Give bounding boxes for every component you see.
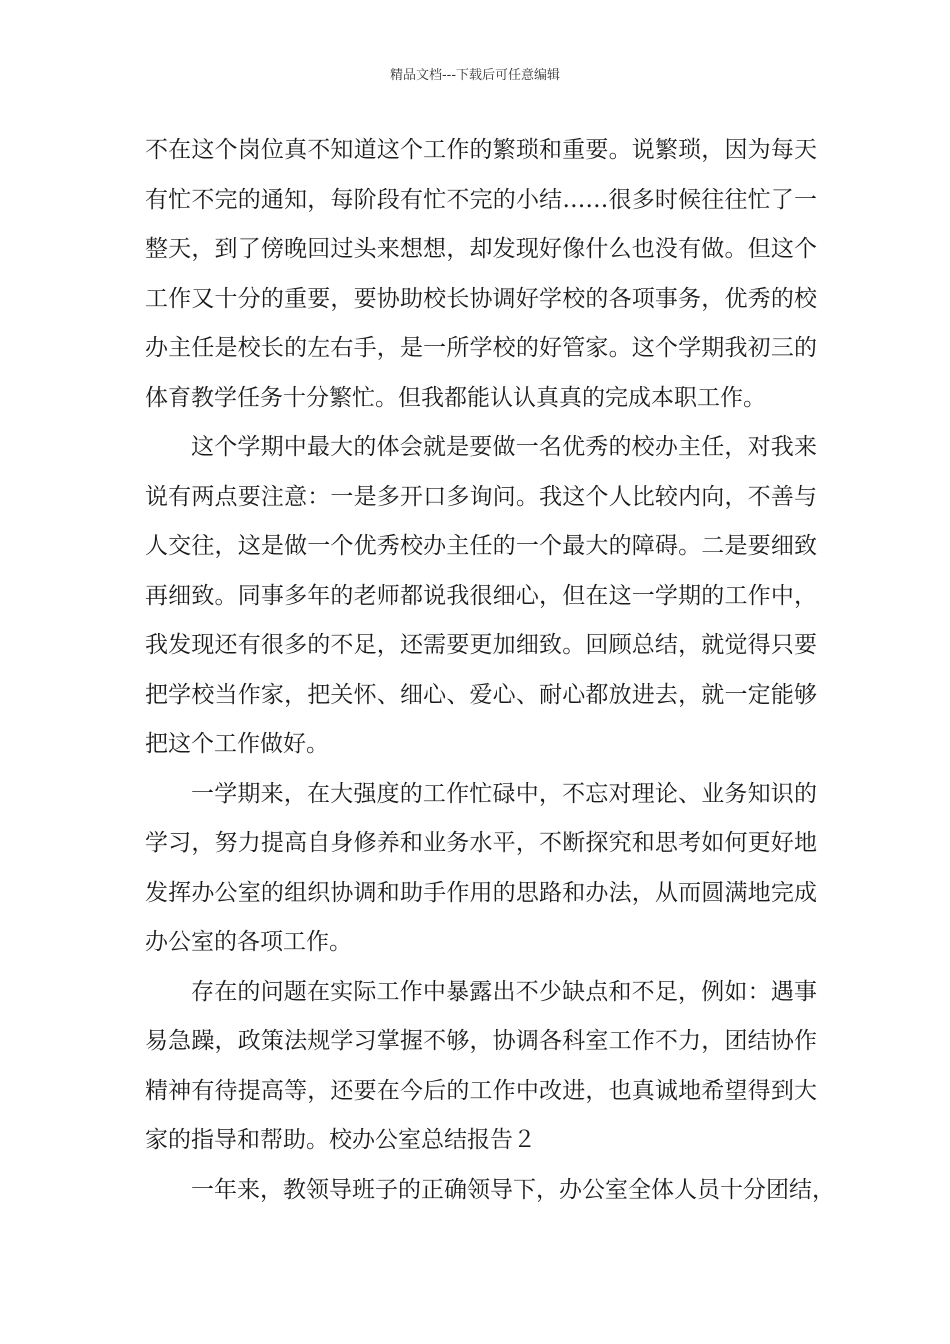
text-line: 工作又十分的重要，要协助校长协调好学校的各项事务，优秀的校	[145, 285, 817, 312]
text-line: 精神有待提高等，还要在今后的工作中改进，也真诚地希望得到大	[145, 1077, 817, 1104]
text-line: 易急躁，政策法规学习掌握不够，协调各科室工作不力，团结协作	[145, 1028, 817, 1054]
paragraph	[145, 968, 817, 1166]
text-line: 不在这个岗位真不知道这个工作的繁琐和重要。说繁琐，因为每天	[145, 137, 817, 163]
paragraph	[145, 423, 817, 770]
text-line: 学习，努力提高自身修养和业务水平，不断探究和思考如何更好地	[145, 830, 817, 856]
text-line: 整天，到了傍晚回过头来想想，却发现好像什么也没有做。但这个	[145, 236, 817, 262]
text-line: 存在的问题在实际工作中暴露出不少缺点和不足，例如：遇事	[191, 978, 817, 1005]
document-body	[145, 126, 835, 1215]
text-line: 一学期来，在大强度的工作忙碌中，不忘对理论、业务知识的	[191, 780, 817, 807]
text-line: 家的指导和帮助。校办公室总结报告２	[145, 1127, 536, 1153]
text-line: 说有两点要注意：一是多开口多询问。我这个人比较内向，不善与	[145, 483, 817, 510]
text-line: 办公室的各项工作。	[145, 929, 352, 955]
text-line: 我发现还有很多的不足，还需要更加细致。回顾总结，就觉得只要	[145, 632, 817, 658]
paragraph	[145, 1166, 835, 1216]
paragraph	[145, 126, 817, 423]
text-line: 一年来，教领导班子的正确领导下，办公室全体人员十分团结，	[191, 1176, 835, 1203]
text-line: 把学校当作家，把关怀、细心、爱心、耐心都放进去，就一定能够	[145, 681, 817, 708]
paragraph	[145, 770, 817, 968]
text-line: 这个学期中最大的体会就是要做一名优秀的校办主任，对我来	[191, 434, 817, 460]
text-line: 发挥办公室的组织协调和助手作用的思路和办法，从而圆满地完成	[145, 879, 817, 906]
text-line: 人交往，这是做一个优秀校办主任的一个最大的障碍。二是要细致	[145, 533, 817, 559]
text-line: 把这个工作做好。	[145, 731, 329, 757]
page-header: 精品文档---下载后可任意编辑	[389, 68, 561, 83]
text-line: 体育教学任务十分繁忙。但我都能认认真真的完成本职工作。	[145, 384, 766, 411]
text-line: 办主任是校长的左右手，是一所学校的好管家。这个学期我初三的	[145, 335, 817, 361]
text-line: 再细致。同事多年的老师都说我很细心，但在这一学期的工作中，	[145, 582, 817, 609]
text-line: 有忙不完的通知，每阶段有忙不完的小结……很多时候往往忙了一	[145, 186, 817, 213]
